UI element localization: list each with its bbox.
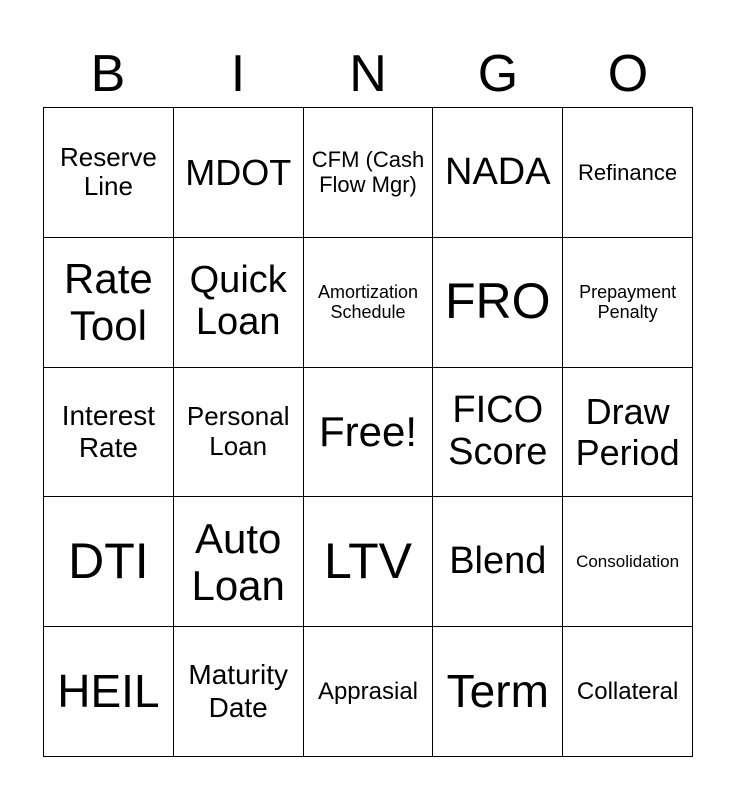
bingo-header (43, 40, 693, 108)
bingo-cell[interactable]: Maturity Date (174, 627, 304, 757)
free-space[interactable]: Free! (304, 368, 434, 498)
bingo-cell[interactable]: Consolidation (563, 497, 693, 627)
header-letter-n: N (349, 45, 387, 103)
header-letter-g: G (477, 45, 519, 103)
bingo-cell[interactable]: DTI (44, 497, 174, 627)
bingo-board (43, 107, 693, 757)
bingo-cell[interactable]: CFM (Cash Flow Mgr) (304, 108, 434, 238)
bingo-cell[interactable]: Collateral (563, 627, 693, 757)
bingo-cell[interactable]: Apprasial (304, 627, 434, 757)
header-letter-i: I (230, 45, 246, 103)
header-letter-o: O (607, 45, 649, 103)
bingo-cell[interactable]: FICO Score (433, 368, 563, 498)
bingo-cell[interactable]: Refinance (563, 108, 693, 238)
bingo-cell[interactable]: FRO (433, 238, 563, 368)
bingo-cell[interactable]: Draw Period (563, 368, 693, 498)
bingo-cell[interactable]: Auto Loan (174, 497, 304, 627)
bingo-cell[interactable]: NADA (433, 108, 563, 238)
header-letter-b: B (90, 45, 126, 103)
bingo-cell[interactable]: Interest Rate (44, 368, 174, 498)
bingo-cell[interactable]: LTV (304, 497, 434, 627)
bingo-cell[interactable]: Personal Loan (174, 368, 304, 498)
bingo-cell[interactable]: Quick Loan (174, 238, 304, 368)
bingo-cell[interactable]: Amortization Schedule (304, 238, 434, 368)
bingo-cell[interactable]: Prepayment Penalty (563, 238, 693, 368)
bingo-cell[interactable]: Rate Tool (44, 238, 174, 368)
bingo-cell[interactable]: Blend (433, 497, 563, 627)
bingo-cell[interactable]: Reserve Line (44, 108, 174, 238)
bingo-cell[interactable]: Term (433, 627, 563, 757)
bingo-cell[interactable]: MDOT (174, 108, 304, 238)
bingo-cell[interactable]: HEIL (44, 627, 174, 757)
